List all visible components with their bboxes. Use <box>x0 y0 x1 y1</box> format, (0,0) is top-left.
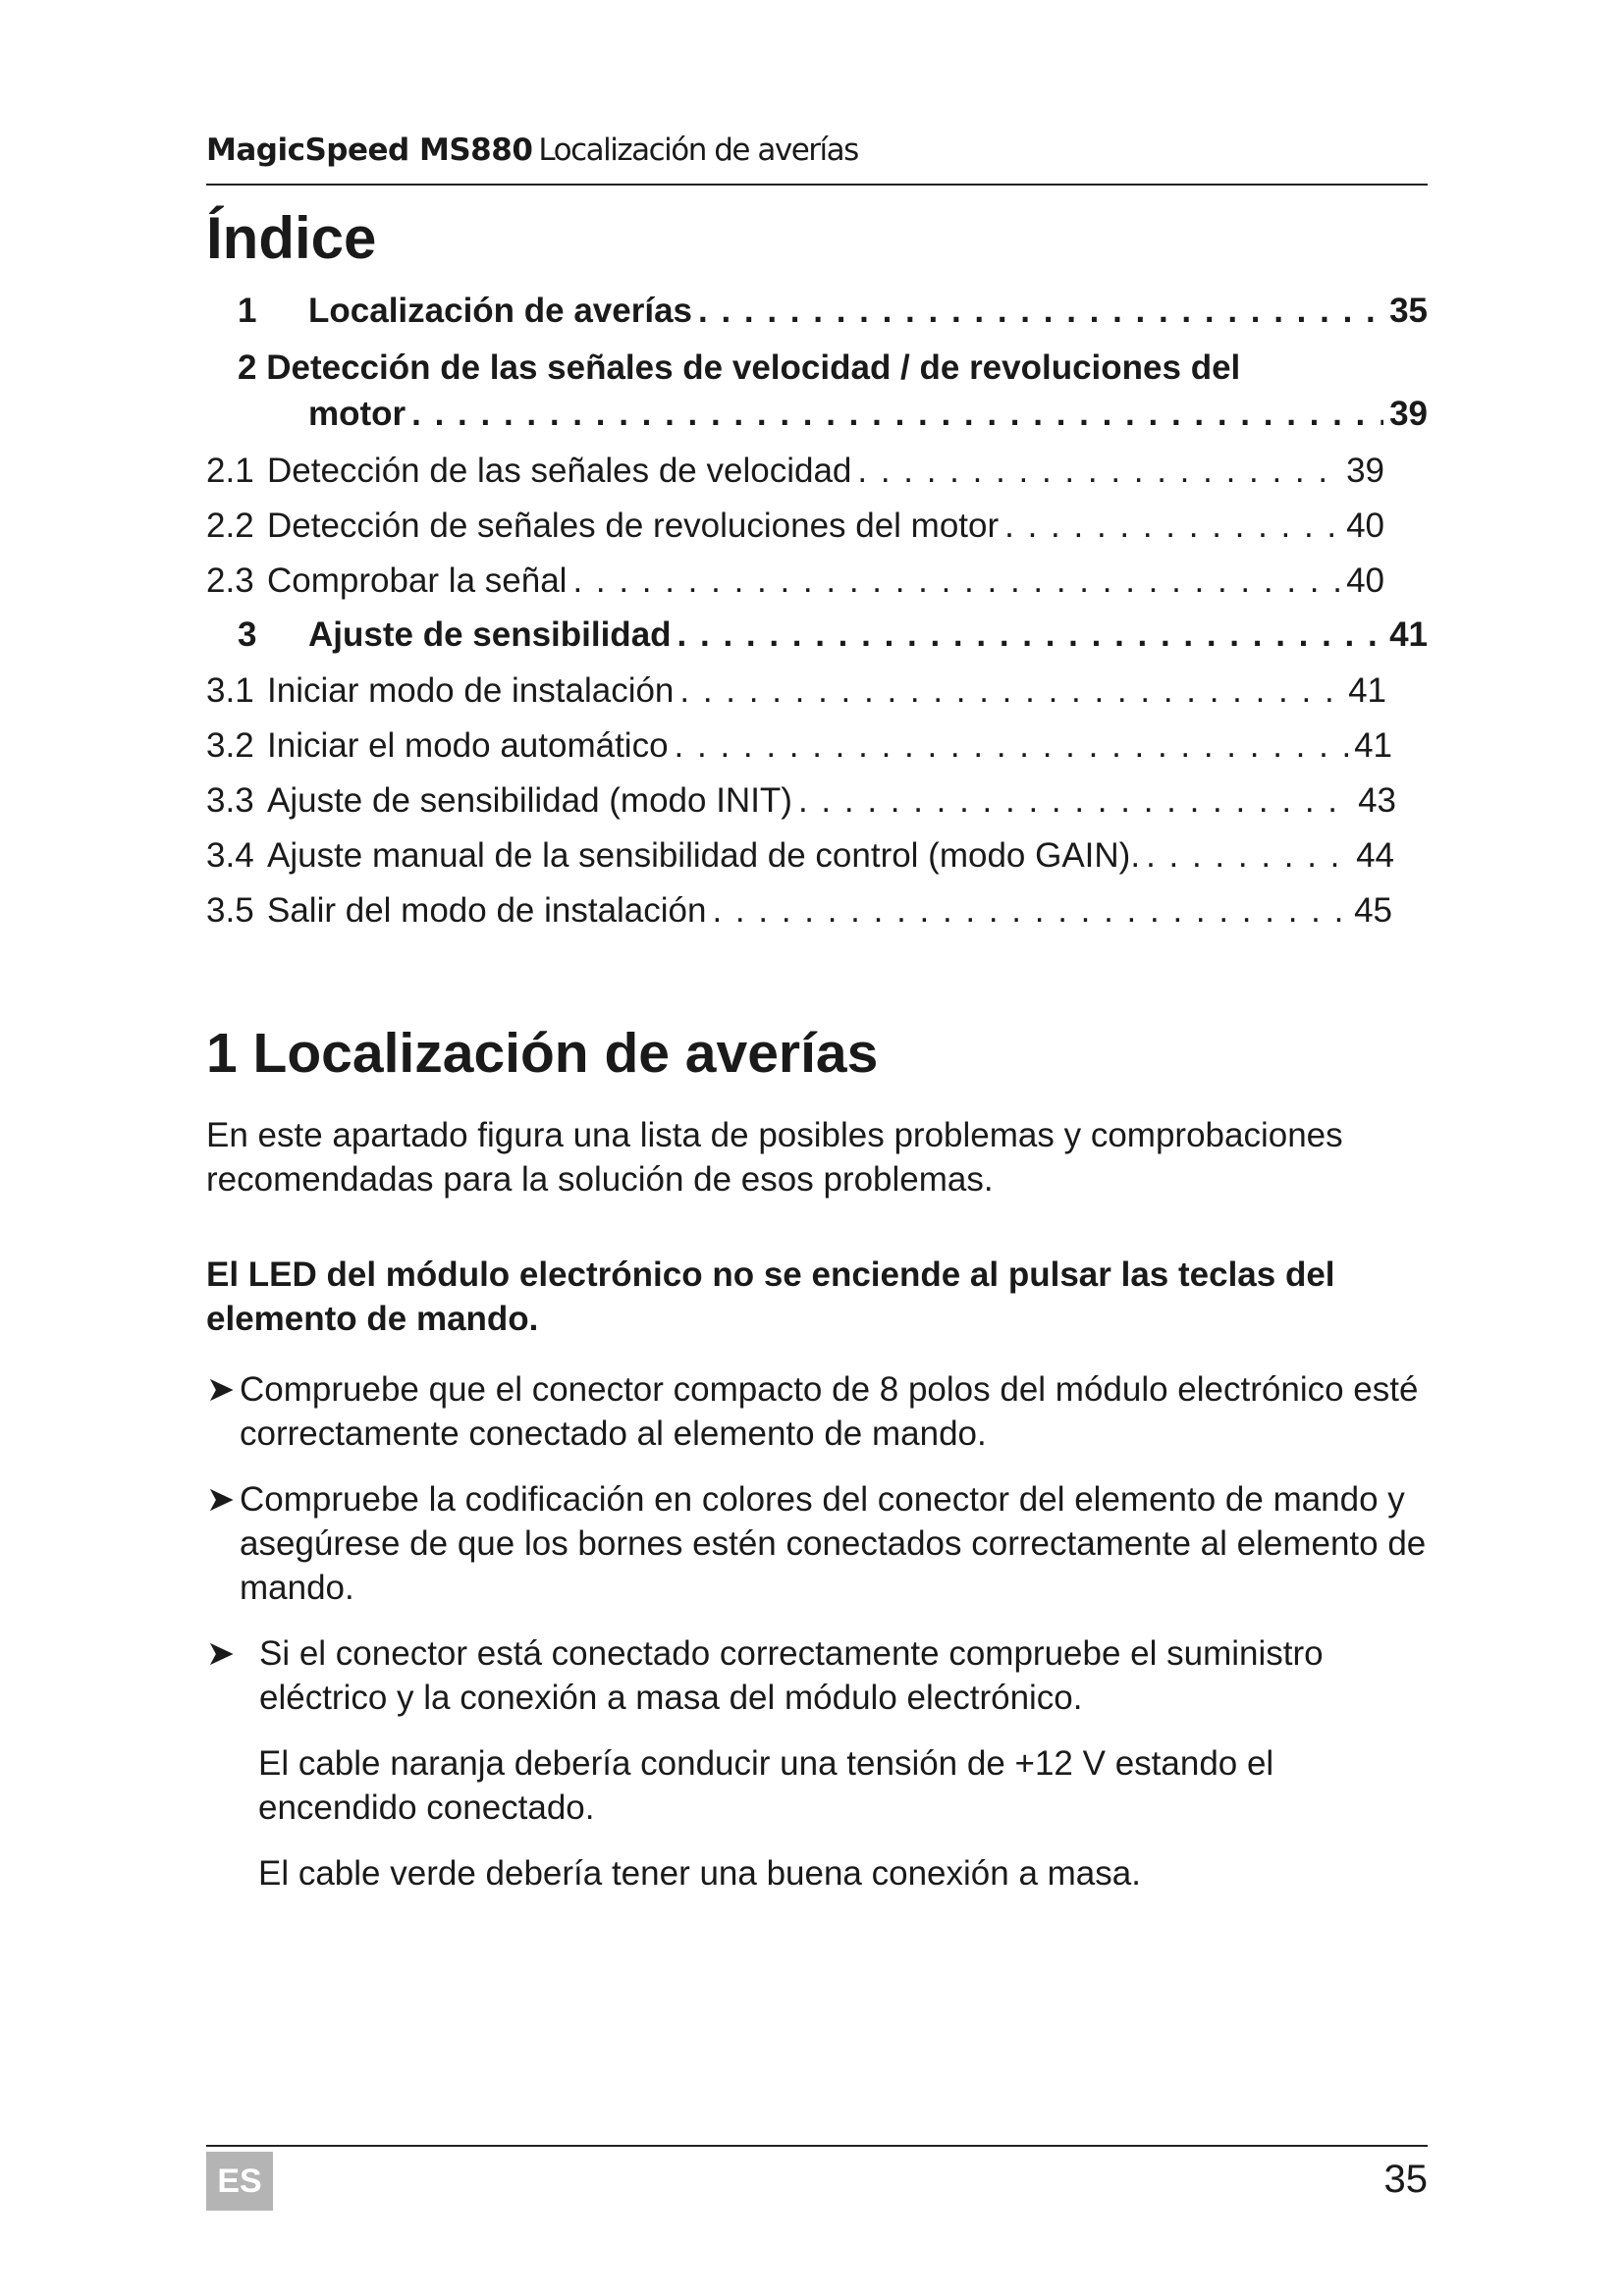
toc-leader <box>572 561 1340 601</box>
toc-entry-number: 3.2 <box>206 726 254 765</box>
toc-entry-page: 41 <box>1354 726 1392 765</box>
toc-entry[interactable] <box>206 671 1386 711</box>
toc-entry[interactable] <box>206 836 1394 876</box>
toc-entry-number: 3.5 <box>206 891 254 930</box>
toc-entry-label: Detección de señales de revoluciones del motor <box>267 507 1000 545</box>
toc-entry-number: 3.3 <box>206 781 254 820</box>
toc-entry-label: Detección de las señales de velocidad / de revoluciones del <box>266 348 1241 387</box>
toc-entry-page: 39 <box>1346 452 1384 490</box>
toc-entry-label: motor <box>308 395 406 433</box>
toc-leader <box>1004 507 1340 546</box>
check-item-text: Compruebe que el conector compacto de 8 polos del módulo electrónico esté correctamente conectado al elemento de mando. <box>240 1370 1419 1453</box>
toc-entry-page: 39 <box>1389 395 1428 433</box>
toc-leader <box>698 292 1383 331</box>
toc-entry[interactable] <box>206 561 1384 601</box>
toc-entry-number: 2.3 <box>206 561 254 600</box>
toc-entry-label: Salir del modo de instalación <box>267 891 707 930</box>
arrow-bullet-icon: ➤ <box>206 1480 236 1519</box>
toc-entry-page: 41 <box>1389 615 1428 654</box>
running-header <box>206 133 1428 186</box>
page-number: 35 <box>1383 2158 1428 2201</box>
toc-entry[interactable] <box>238 292 1428 331</box>
toc-entry[interactable] <box>206 507 1384 546</box>
toc-leader <box>712 891 1348 931</box>
toc-entry-label: Comprobar la señal <box>267 561 568 600</box>
check-item <box>206 1367 1434 1456</box>
toc-entry-page: 35 <box>1389 292 1428 330</box>
check-item <box>206 1477 1434 1610</box>
toc-entry-number: 3 <box>238 615 257 654</box>
toc-entry[interactable] <box>206 726 1392 766</box>
toc-entry-page: 40 <box>1346 507 1384 545</box>
check-item <box>206 1631 1434 1720</box>
toc-entry-continuation[interactable] <box>308 395 1428 434</box>
toc-leader <box>675 726 1349 766</box>
toc-leader <box>679 671 1342 711</box>
header-brand: MagicSpeed MS880 <box>206 133 533 168</box>
toc-entry-label: Localización de averías <box>308 292 693 330</box>
toc-entry-page: 40 <box>1346 561 1384 600</box>
toc-entry[interactable] <box>206 891 1392 931</box>
toc-entry-label: Ajuste de sensibilidad (modo INIT) <box>267 781 792 820</box>
footer-divider <box>206 2145 1428 2147</box>
toc-entry[interactable] <box>238 348 1428 388</box>
note-paragraph: El cable naranja debería conducir una tensión de +12 V estando el encendido conectado. <box>258 1744 1274 1827</box>
toc-entry-label: Ajuste manual de la sensibilidad de control (modo GAIN). <box>267 836 1141 875</box>
toc-entry-page: 41 <box>1348 671 1386 710</box>
toc-entry-label: Detección de las señales de velocidad <box>267 452 852 490</box>
check-item-text: Si el conector está conectado correctamente compruebe el suministro eléctrico y la conexión a masa del módulo electrónico. <box>259 1634 1324 1717</box>
toc-entry-number: 2.2 <box>206 507 254 545</box>
toc-entry-number: 2.1 <box>206 452 254 490</box>
note-paragraph: El cable verde debería tener una buena conexión a masa. <box>258 1854 1141 1893</box>
toc-leader <box>798 781 1352 821</box>
toc-entry[interactable] <box>206 452 1384 491</box>
intro-paragraph: En este apartado figura una lista de posibles problemas y comprobaciones recomendadas para la solución de esos problemas. <box>206 1116 1343 1199</box>
check-item-text: Compruebe la codificación en colores del conector del elemento de mando y asegúrese de que los bornes estén conectados correctamente al elemento de mando. <box>240 1480 1427 1607</box>
toc-leader <box>677 615 1384 655</box>
section-title: 1 Localización de averías <box>206 1022 879 1085</box>
toc-entry-label: Iniciar el modo automático <box>267 726 669 765</box>
toc-entry[interactable] <box>206 781 1396 821</box>
problem-heading: El LED del módulo electrónico no se enciende al pulsar las teclas del elemento de mando. <box>206 1255 1335 1338</box>
toc-entry[interactable] <box>238 615 1428 655</box>
toc-entry-page: 43 <box>1358 781 1396 820</box>
arrow-bullet-icon: ➤ <box>206 1370 236 1409</box>
toc-entry-number: 2 <box>238 348 257 387</box>
toc-leader <box>411 395 1383 434</box>
toc-entry-number: 3.1 <box>206 671 254 710</box>
toc-leader <box>857 452 1340 491</box>
index-title: Índice <box>206 205 377 271</box>
toc-entry-label: Ajuste de sensibilidad <box>308 615 672 654</box>
arrow-bullet-icon: ➤ <box>206 1634 236 1673</box>
header-section: Localización de averías <box>538 133 858 168</box>
toc-entry-page: 44 <box>1356 836 1394 875</box>
toc-entry-page: 45 <box>1354 891 1392 930</box>
language-badge: ES <box>206 2152 273 2211</box>
toc-entry-number: 3.4 <box>206 836 254 875</box>
toc-entry-label: Iniciar modo de instalación <box>267 671 675 710</box>
toc-leader <box>1146 836 1350 876</box>
toc-entry-number: 1 <box>238 292 257 330</box>
